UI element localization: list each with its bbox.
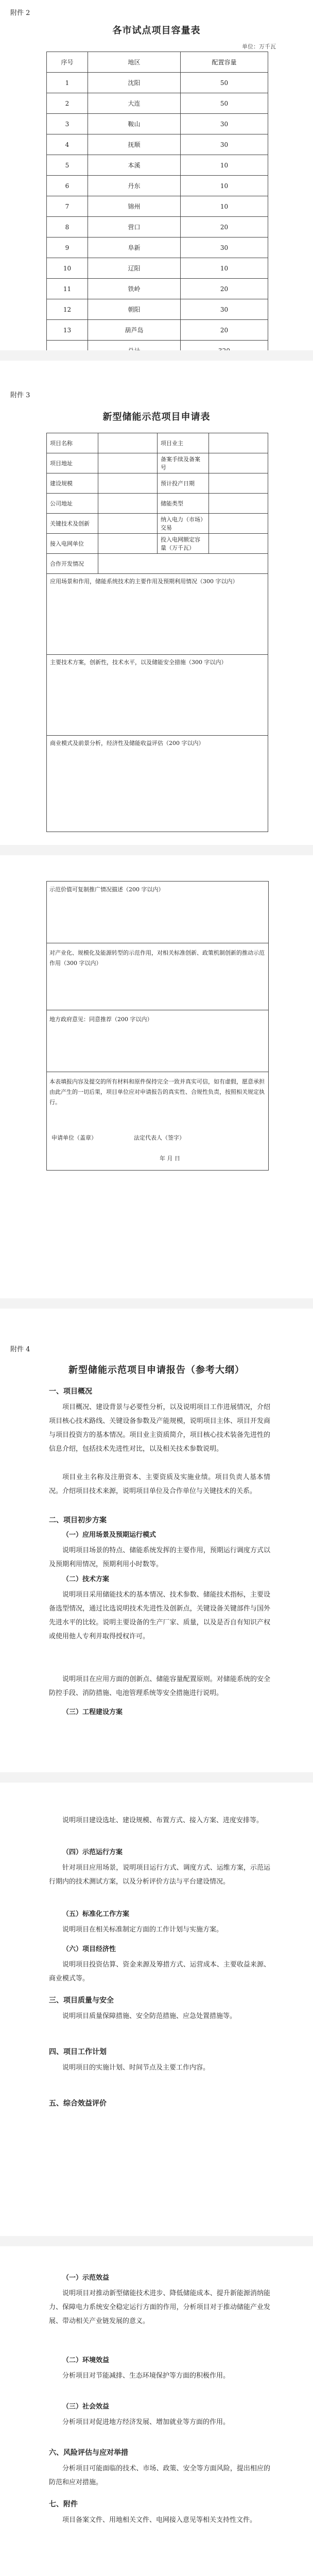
paragraph: 分析项目对促进地方经济发展、增加就业等方面的作用。 (62, 2418, 230, 2426)
table-header-cell: 地区 (88, 52, 181, 73)
table-row (47, 93, 268, 114)
table-cell: 8 (47, 217, 88, 238)
page-title: 各市试点项目容量表 (112, 25, 201, 36)
section-industry: 对产业化、规模化及能源转型的示范作用，对相关标准创新、政策机制创新的推动示范作用（300 字以内） (49, 950, 265, 967)
paragraph: 项目业主名称及注册资本、主要资质及实施业绩。项目负责人基本情况。介绍项目技术来源，说明项目单位及合作单位与关键技术的关系。 (49, 1473, 270, 1495)
page-3 (0, 855, 313, 1298)
field-label: 纳入电力（市场）交易 (158, 514, 209, 534)
table-cell: 朝阳 (88, 299, 181, 320)
paragraph: 说明项目建设选址、建设规模、布置方式、接入方案、进度安排等。 (62, 1817, 264, 1824)
subheading: （二）环境效益 (62, 2357, 110, 2364)
table-row (47, 320, 268, 341)
table-cell: 12 (47, 299, 88, 320)
paragraph: 分析项目可能面临的技术、市场、政策、安全等方面风险，提出相应的防范和应对措施。 (49, 2465, 270, 2486)
table-cell: 50 (181, 93, 268, 114)
table-cell: 大连 (88, 93, 181, 114)
table-row (47, 299, 268, 320)
table-row (47, 238, 268, 258)
paragraph: 说明项目的实施计划、时间节点及主要工作内容。 (62, 2064, 210, 2072)
table-cell: 30 (181, 299, 268, 320)
paragraph: 说明项目在相关标准制定方面的工作计划与实施方案。 (62, 1926, 223, 1934)
heading-7: 七、附件 (49, 2500, 78, 2509)
table-cell: 阜新 (88, 238, 181, 258)
table-cell: 2 (47, 93, 88, 114)
table-cell: 20 (181, 320, 268, 341)
table-header-row (47, 52, 268, 73)
section-demo-value: 示范价值可复制推广情况描述（200 字以内） (49, 886, 164, 893)
table-row (47, 155, 268, 176)
table-row (47, 134, 268, 155)
section-gov-opinion: 地方政府意见：同意推荐（200 字以内） (49, 1016, 153, 1023)
capacity-table (46, 52, 268, 361)
signature-legal: 法定代表人（签字） (134, 1134, 185, 1141)
attachment-label: 附件 4 (10, 1346, 30, 1353)
table-cell: 鞍山 (88, 114, 181, 134)
form-continuation-box (46, 881, 269, 1171)
heading-3: 三、项目质量与安全 (49, 1996, 114, 2005)
table-cell: 30 (181, 238, 268, 258)
field-label: 项目名称 (47, 433, 98, 453)
page-gap (0, 1772, 313, 1783)
field-label: 关键技术及创新 (47, 514, 98, 534)
page-gap (0, 2236, 313, 2246)
unit-label: 单位：万千瓦 (242, 43, 276, 50)
table-cell: 10 (181, 258, 268, 279)
subheading: （一）示范效益 (62, 2274, 110, 2282)
section-tech: 主要技术方案，创新性，技术水平，以及储能安全措施（300 字以内） (47, 655, 268, 736)
paragraph: 说明项目对推动新型储能技术进步、降低储能成本、提升新能源消纳能力、保障电力系统安全稳定运行方面的作用，分析项目对于推动储能产业发展、带动相关产业链发展的意义。 (49, 2290, 270, 2325)
field-label: 预计投产日期 (158, 473, 209, 494)
subheading: （二）技术方案 (62, 1575, 110, 1583)
table-cell: 6 (47, 176, 88, 196)
subheading: （一）应用场景及预期运行模式 (62, 1531, 156, 1539)
table-row (47, 73, 268, 93)
heading-6: 六、风险评估与应对举措 (49, 2449, 128, 2457)
table-cell: 锦州 (88, 196, 181, 217)
page-title: 新型储能示范项目申请报告（参考大纲） (68, 1365, 245, 1376)
field-label: 公司地址 (47, 494, 98, 514)
page-gap (0, 1298, 313, 1309)
field-label: 备案手续及备案号 (158, 453, 209, 473)
section-business: 商业模式及前景分析，经济性及储能收益评估（200 字以内） (47, 736, 268, 832)
table-header-cell: 序号 (47, 52, 88, 73)
table-cell: 4 (47, 134, 88, 155)
field-label: 储能类型 (158, 494, 209, 514)
table-cell: 11 (47, 279, 88, 299)
table-cell: 30 (181, 114, 268, 134)
subheading: （四）示范运行方案 (62, 1849, 123, 1856)
subheading: （六）项目经济性 (62, 1945, 116, 1953)
table-cell: 5 (47, 155, 88, 176)
attachment-label: 附件 2 (10, 9, 30, 17)
subheading: （三）社会效益 (62, 2403, 110, 2411)
subheading: （五）标准化工作方案 (62, 1910, 130, 1918)
table-cell: 20 (181, 279, 268, 299)
table-header-cell: 配置容量 (181, 52, 268, 73)
page-4 (0, 1309, 313, 1772)
field-label: 合作开发情况 (47, 554, 98, 574)
heading-2: 二、项目初步方案 (49, 1516, 107, 1524)
field-label: 建设规模 (47, 473, 98, 494)
field-label: 接入电网单位 (47, 534, 98, 554)
table-cell: 9 (47, 238, 88, 258)
page-2 (0, 361, 313, 845)
page-1 (0, 0, 313, 350)
field-label: 投入电网额定容量（万千瓦） (158, 534, 209, 554)
paragraph: 说明项目质量保障措施、安全防范措施、应急处置措施等。 (62, 2012, 237, 2020)
table-cell: 3 (47, 114, 88, 134)
table-cell: 7 (47, 196, 88, 217)
page-gap (0, 350, 313, 361)
heading-1: 一、项目概况 (49, 1387, 92, 1396)
paragraph: 针对项目应用场景，说明项目运行方式、调度方式、运维方案，示范运行期内的技术测试方案，以及分析评价方法与平台建设情况。 (49, 1864, 270, 1886)
application-form-table (46, 433, 268, 832)
page-gap (0, 845, 313, 855)
paragraph: 分析项目对节能减排、生态环境保护等方面的积极作用。 (62, 2372, 230, 2380)
field-label: 项目业主 (158, 433, 209, 453)
table-row (47, 114, 268, 134)
page-6 (0, 2246, 313, 2576)
table-row (47, 279, 268, 299)
signature-applicant: 申请单位（盖章） (51, 1134, 97, 1141)
table-cell: 沈阳 (88, 73, 181, 93)
table-cell: 本溪 (88, 155, 181, 176)
declaration-text: 本表填报内容及提交的所有材料和原件保持完全一致并真实可信，如有虚假，愿意承担由此产生的一切后果，项目单位应对申请报告的真实性、合规性负责，按照相关规定执行。 (49, 1078, 265, 1106)
table-cell: 10 (47, 258, 88, 279)
subheading: （三）工程建设方案 (62, 1708, 123, 1716)
section-usage: 应用场景和作用，储能系统技术的主要作用及预期利用情况（300 字以内） (47, 574, 268, 655)
table-cell: 10 (181, 155, 268, 176)
table-row (47, 176, 268, 196)
table-cell: 抚顺 (88, 134, 181, 155)
paragraph: 说明项目在应用方面的创新点、储能容量配置原则。对储能系统的安全防控手段、消防措施、电池管理系统等安全措施进行说明。 (49, 1675, 270, 1697)
heading-4: 四、项目工作计划 (49, 2048, 107, 2056)
page-title: 新型储能示范项目申请表 (102, 412, 211, 422)
table-cell: 葫芦岛 (88, 320, 181, 341)
table-cell: 营口 (88, 217, 181, 238)
table-row (47, 258, 268, 279)
table-cell: 50 (181, 73, 268, 93)
table-row (47, 217, 268, 238)
table-cell: 辽阳 (88, 258, 181, 279)
paragraph: 项目备案文件、用地相关文件、电网接入意见等相关支持性文件。 (62, 2516, 257, 2524)
table-row (47, 196, 268, 217)
paragraph: 说明项目采用储能技术的基本情况、技术参数、储能技术指标，主要设备选型情况，通过比选说明技术先进性及创新点，关键设备关键部件与国外先进水平的比较。说明主要设备的生产厂家、质量，以及是否自有知识产权或使用他人专利并取得授权许可。 (49, 1591, 270, 1640)
field-label: 项目地址 (47, 453, 98, 473)
heading-5: 五、综合效益评价 (49, 2099, 107, 2108)
paragraph: 项目概况、建设背景与必要性分析，以及说明项目工作进展情况，介绍项目核心技术路线、关键设备参数及产能规模，说明项目主体、项目开发商与项目投资方的基本情况。项目业主资质简介，项目核心技术装备先进性的信息介绍，包括技术先进性对比，以及相关技术参数说明。 (49, 1403, 270, 1453)
table-cell: 30 (181, 134, 268, 155)
table-cell: 丹东 (88, 176, 181, 196)
table-cell: 10 (181, 196, 268, 217)
table-cell: 13 (47, 320, 88, 341)
attachment-label: 附件 3 (10, 392, 30, 399)
paragraph: 说明项目场景的特点、储能系统发挥的主要作用，预期运行调度方式以及预期利用情况，预期利用小时数等。 (49, 1547, 270, 1568)
table-cell: 铁岭 (88, 279, 181, 299)
table-cell: 10 (181, 176, 268, 196)
signature-date: 年 月 日 (160, 1155, 180, 1162)
table-cell: 1 (47, 73, 88, 93)
paragraph: 说明项目投资估算、资金来源及筹措方式、运营成本、主要收益来源、商业模式等。 (49, 1961, 270, 1982)
table-cell: 20 (181, 217, 268, 238)
page-5 (0, 1783, 313, 2236)
